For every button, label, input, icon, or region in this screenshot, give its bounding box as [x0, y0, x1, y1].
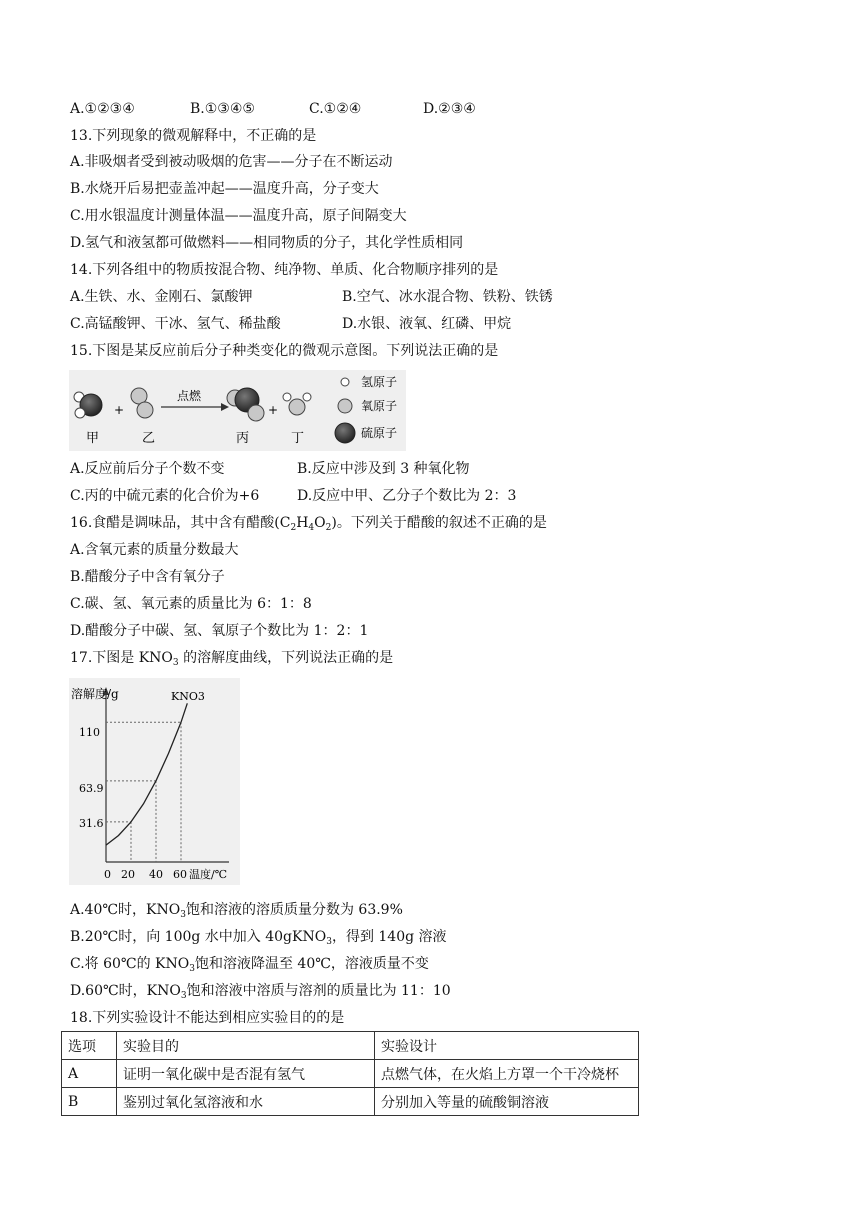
table-header-row [62, 1032, 639, 1060]
molecule-yi [131, 388, 153, 418]
x-axis-label: 温度/℃ [189, 868, 228, 881]
reaction-arrow [161, 403, 229, 411]
q13-stem: 13.下列现象的微观解释中，不正确的是 [70, 128, 317, 144]
curve-label: KNO3 [171, 690, 205, 703]
q17-option-a: A.40℃时，$KNO_3$饱和溶液的溶质质量分数为 63.9% [70, 902, 403, 920]
row-a-design: 点燃气体，在火焰上方罩一个干冷烧杯 [375, 1060, 639, 1088]
kno3-curve [106, 703, 187, 845]
legend-sulfur-label: 硫原子 [361, 426, 398, 440]
q16-option-a: A.含氧元素的质量分数最大 [70, 542, 239, 558]
q12-option-d: D.②③④ [423, 101, 476, 117]
y-tick-110: 110 [79, 726, 100, 739]
q13-option-c: C.用水银温度计测量体温——温度升高，原子间隔变大 [70, 208, 407, 224]
molecule-ding [283, 393, 311, 415]
q12-option-a: A.①②③④ [70, 101, 135, 117]
plus-sign-1: + [114, 403, 125, 417]
q13-option-d: D.氢气和液氢都可做燃料——相同物质的分子，其化学性质相同 [70, 235, 464, 251]
row-b-purpose: 鉴别过氧化氢溶液和水 [117, 1088, 375, 1116]
q17-option-c: C.将 60℃的 $KNO_3$饱和溶液降温至 40℃，溶液质量不变 [70, 956, 429, 974]
legend-oxygen-label: 氧原子 [361, 399, 398, 413]
solubility-chart [69, 678, 240, 885]
header-option: 选项 [62, 1032, 117, 1060]
q17-stem: 17.下图是 $KNO_3$ 的溶解度曲线，下列说法正确的是 [70, 650, 394, 668]
solubility-chart-svg [69, 678, 240, 885]
plus-sign-2: + [268, 403, 279, 417]
y-tick-63-9: 63.9 [79, 782, 104, 795]
label-ding: 丁 [291, 431, 305, 446]
reference-lines [106, 722, 181, 862]
q16-option-c: C.碳、氢、氧元素的质量比为 6：1：8 [70, 596, 312, 612]
legend-hydrogen-label: 氢原子 [361, 375, 398, 389]
x-tick-40: 40 [149, 868, 163, 881]
q15-option-c: C.丙的中硫元素的化合价为+6 [70, 488, 260, 504]
header-purpose: 实验目的 [117, 1032, 375, 1060]
x-tick-0: 0 [104, 868, 111, 881]
header-design: 实验设计 [375, 1032, 639, 1060]
legend [335, 375, 397, 443]
reaction-diagram-svg [69, 370, 406, 451]
table-row [62, 1088, 639, 1116]
q14-option-a: A.生铁、水、金刚石、氯酸钾 [70, 289, 253, 305]
q12-option-b: B.①③④⑤ [190, 101, 255, 117]
experiment-table [61, 1031, 639, 1116]
row-b-design: 分别加入等量的硫酸铜溶液 [375, 1088, 639, 1116]
q15-stem: 15.下图是某反应前后分子种类变化的微观示意图。下列说法正确的是 [70, 343, 499, 359]
q12-option-c: C.①②④ [309, 101, 362, 117]
label-yi: 乙 [142, 431, 156, 446]
q14-option-b: B.空气、冰水混合物、铁粉、铁锈 [342, 289, 553, 305]
q14-option-c: C.高锰酸钾、干冰、氢气、稀盐酸 [70, 316, 281, 332]
reaction-diagram [69, 370, 406, 451]
row-b-option: B [62, 1088, 117, 1116]
q16-stem: 16.食醋是调味品，其中含有醋酸$(C_2H_4O_2)$。下列关于醋酸的叙述不正确的是 [70, 515, 547, 533]
q16-option-b: B.醋酸分子中含有氧分子 [70, 569, 225, 585]
x-tick-60: 60 [173, 868, 187, 881]
q14-option-d: D.水银、液氧、红磷、甲烷 [342, 316, 512, 332]
row-a-purpose: 证明一氧化碳中是否混有氢气 [117, 1060, 375, 1088]
table-row [62, 1060, 639, 1088]
label-jia: 甲 [86, 431, 100, 446]
legend-oxygen-icon [338, 399, 352, 413]
molecule-jia [74, 392, 102, 418]
q15-option-a: A.反应前后分子个数不变 [70, 461, 225, 477]
q18-stem: 18.下列实验设计不能达到相应实验目的的是 [70, 1010, 345, 1026]
q13-option-b: B.水烧开后易把壶盖冲起——温度升高，分子变大 [70, 181, 379, 197]
q13-option-a: A.非吸烟者受到被动吸烟的危害——分子在不断运动 [70, 154, 393, 170]
legend-sulfur-icon [335, 423, 355, 443]
row-a-option: A [62, 1060, 117, 1088]
legend-hydrogen-icon [341, 378, 349, 386]
molecule-bing [227, 388, 264, 421]
q15-option-d: D.反应中甲、乙分子个数比为 2：3 [297, 488, 517, 504]
label-bing: 丙 [236, 431, 250, 446]
q17-option-d: D.60℃时，$KNO_3$饱和溶液中溶质与溶剂的质量比为 11：10 [70, 983, 451, 1001]
q17-option-b: B.20℃时，向 100g 水中加入 40gKNO$_3$，得到 140g 溶液 [70, 929, 447, 947]
x-tick-20: 20 [121, 868, 135, 881]
y-axis-label: 溶解度/g [71, 687, 119, 701]
q16-option-d: D.醋酸分子中碳、氢、氧原子个数比为 1：2：1 [70, 623, 369, 639]
q15-option-b: B.反应中涉及到 3 种氧化物 [297, 461, 470, 477]
arrow-label: 点燃 [177, 389, 202, 403]
y-tick-31-6: 31.6 [79, 817, 104, 830]
q14-stem: 14.下列各组中的物质按混合物、纯净物、单质、化合物顺序排列的是 [70, 262, 499, 278]
